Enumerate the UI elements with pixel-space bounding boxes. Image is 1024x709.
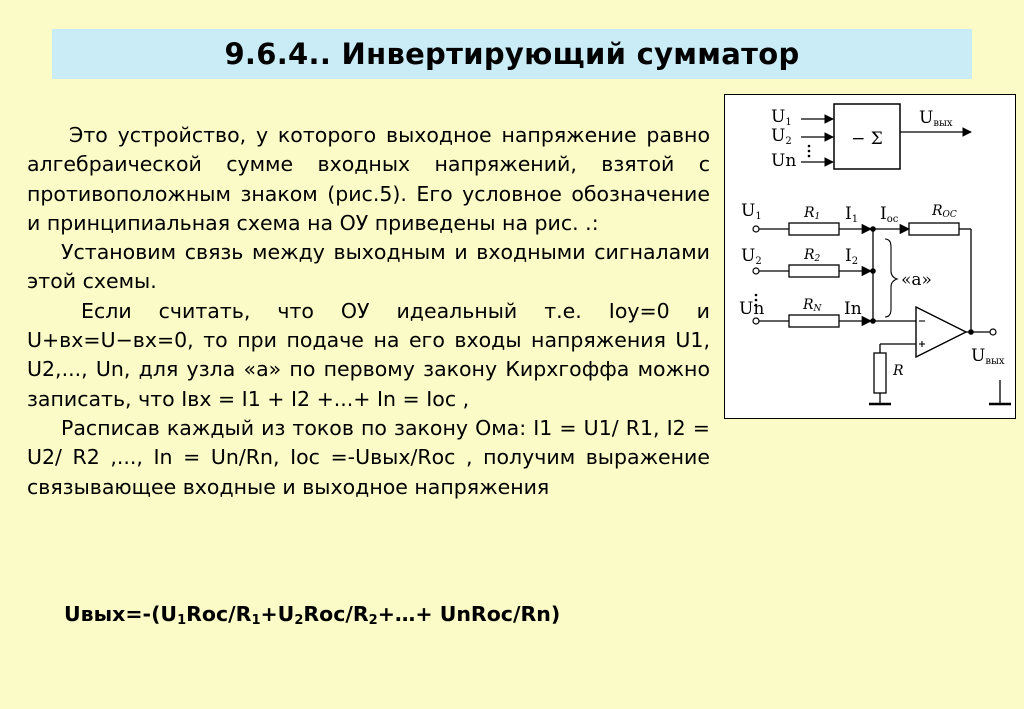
circuit-diagram: [724, 94, 1016, 419]
body-text: [27, 121, 710, 502]
paragraph-definition: Это устройство, у которого выходное напряжение равно алгебраической сумме входных напряжений, взятой с противоположным знаком (рис.5). Его условное обозначение и принципиальная схема на ОУ приведены на рис. .:: [27, 123, 710, 235]
svg-text:I2: I2: [845, 246, 859, 267]
svg-text:Uвых: Uвых: [971, 346, 1005, 367]
svg-text:Un: Un: [771, 151, 797, 171]
paragraph-kirchhoff: Если считать, что ОУ идеальный т.е. Iоу=0 и U+вх=U−вх=0, то при подаче на его входы напряжения U1, U2,..., Un, для узла «а» по первому закону Кирхгоффа можно записать, что Iвх = I1 + I2 +...+ In = Iос ,: [27, 298, 710, 411]
svg-text:I1: I1: [845, 204, 859, 225]
page-title: 9.6.4.. Инвертирующий сумматор: [224, 37, 800, 71]
svg-text:R: R: [893, 363, 904, 379]
svg-text:U1: U1: [771, 107, 792, 128]
paragraph-ohm: Расписав каждый из токов по закону Ома: I1 = U1/ R1, I2 = U2/ R2 ,..., In = Un/Rn, Iос =-Uвых/Rос , получим выражение связывающее входные и выходное напряжения: [27, 415, 710, 499]
svg-text:RN: RN: [803, 297, 822, 314]
svg-text:Uвых: Uвых: [919, 108, 953, 129]
svg-text:U2: U2: [771, 126, 792, 147]
output-formula: $Uвых=-(U_1Roc/R_1+U_2Roc/R_2+\dots+$ UnRoc/Rn): [64, 602, 561, 628]
inverting-summator-schematic: [739, 201, 1011, 404]
svg-text:Ioc: Ioc: [880, 204, 899, 225]
svg-text:«а»: «а»: [901, 270, 932, 290]
paragraph-relation: Установим связь между выходным и входными сигналами этой схемы.: [27, 240, 710, 294]
title-bar: [52, 29, 972, 79]
svg-text:− Σ: − Σ: [851, 129, 883, 149]
summator-block-symbol: [771, 104, 971, 171]
svg-text:R2: R2: [804, 247, 821, 264]
svg-text:ROC: ROC: [932, 203, 957, 220]
svg-text:R1: R1: [804, 205, 821, 222]
svg-text:Un: Un: [739, 299, 765, 319]
svg-text:U2: U2: [741, 246, 762, 267]
svg-text:In: In: [844, 299, 862, 319]
svg-text:U1: U1: [741, 201, 762, 222]
